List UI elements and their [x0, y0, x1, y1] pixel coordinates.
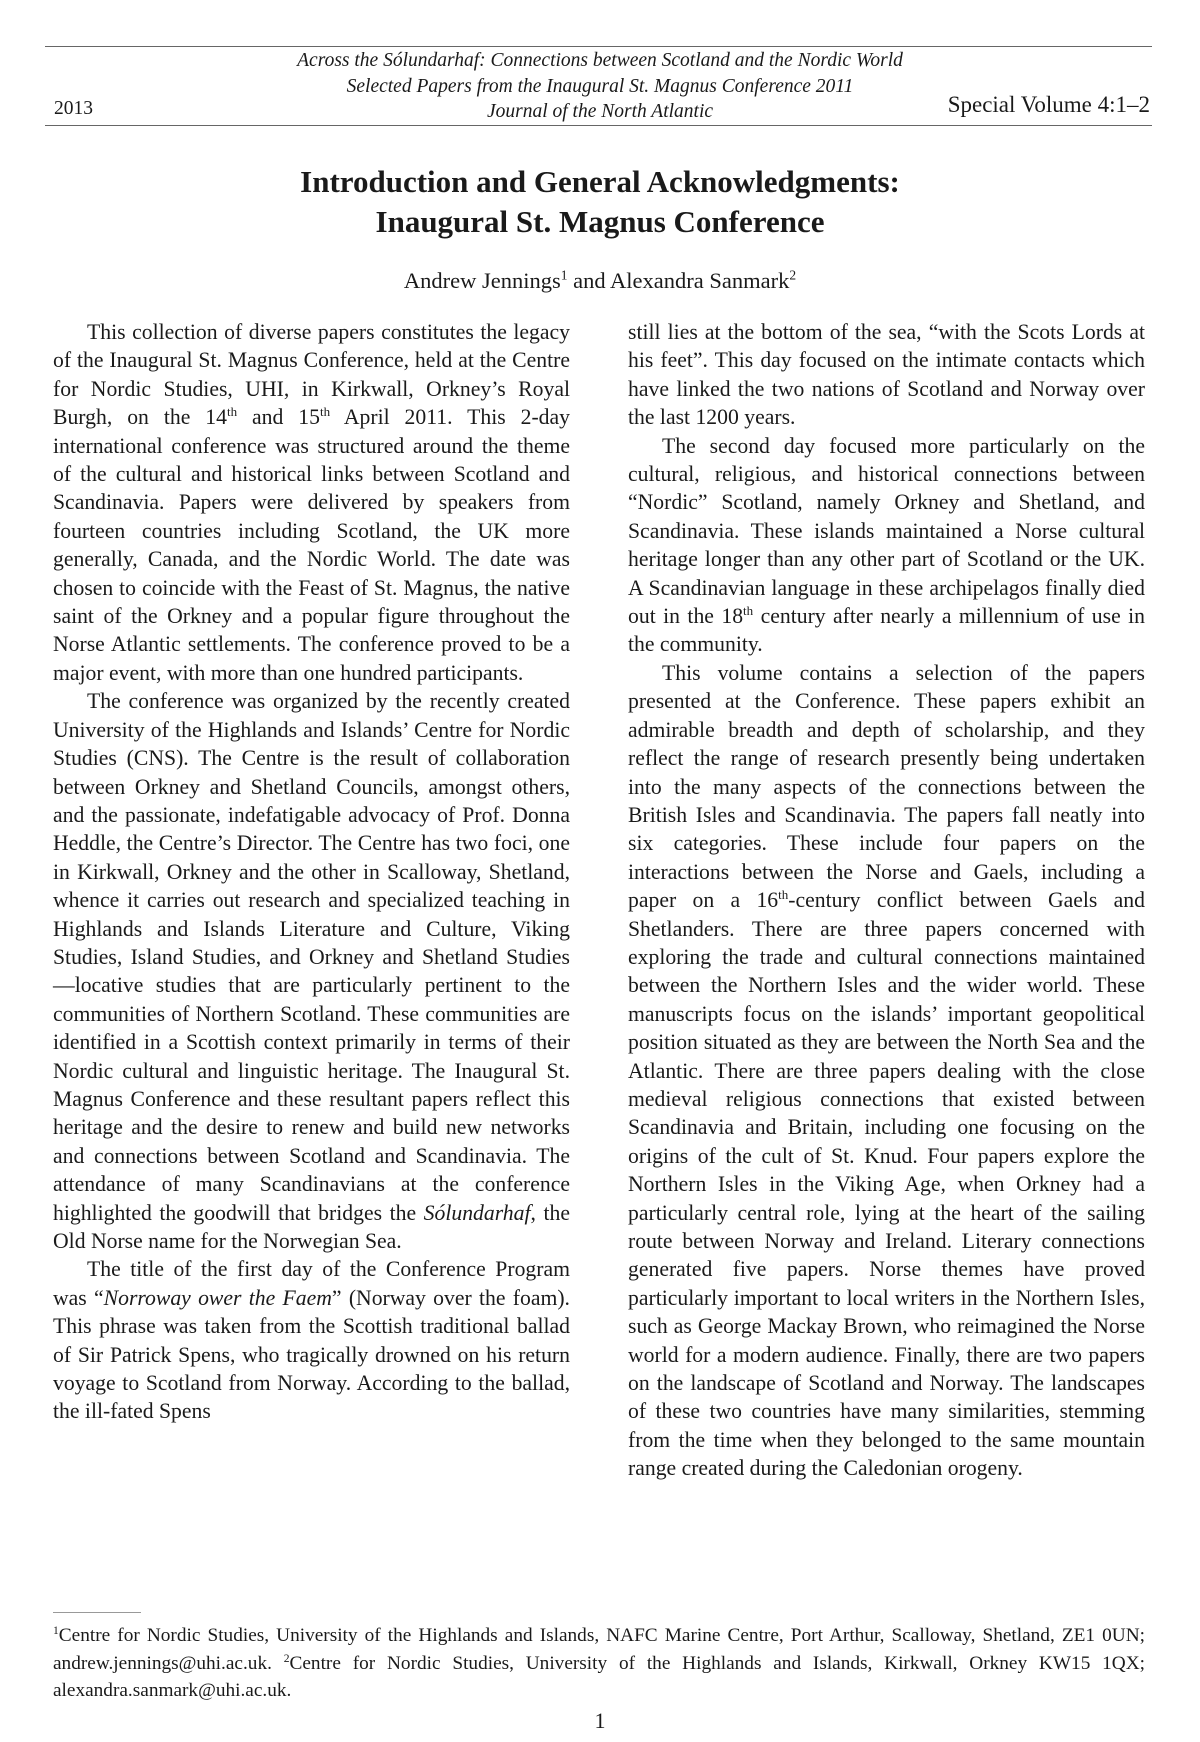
body-paragraph-continued: still lies at the bottom of the sea, “with the Scots Lords at his feet”. This day focused on the intimate contacts which have linked the two nations of Scotland and Norway over the last 1200 years.: [628, 320, 1145, 430]
text-run: , the Old Norse name for the Norwegian Sea.: [53, 1200, 570, 1253]
footnote-mark: 1: [53, 1623, 59, 1637]
italic-term: Sólundarhaf: [423, 1200, 531, 1225]
author-affiliation-mark: 2: [789, 267, 797, 283]
body-column-right: [628, 318, 1145, 1483]
footnote-text: Centre for Nordic Studies, University of the Highlands and Islands, Kirkwall, Orkney KW15 1QX; alexandra.sanmark@uhi.ac.uk.: [53, 1652, 1145, 1701]
article-title: [0, 162, 1200, 242]
text-run: ” (Norway over the foam). This phrase was taken from the Scottish traditional ballad of Sir Patrick Spens, who tragically drowned on his return voyage to Scotland from Norway. According to the ballad, the ill-fated Spens: [53, 1285, 570, 1424]
footnotes: [53, 1622, 1145, 1705]
ordinal-suffix: th: [226, 404, 238, 420]
running-header: [200, 48, 1000, 125]
text-run: -century conflict between Gaels and Shetlanders. There are three papers concerned with exploring the trade and cultural connections maintained between the Northern Isles and the wider world. These manuscripts focus on the islands’ important geopolitical position situated as they are between the North Sea and the Atlantic. There are three papers dealing with the close medieval religious connections that existed between Scandinavia and Britain, including one focusing on the origins of the cult of St. Knud. Four papers explore the Northern Isles in the Viking Age, when Orkney had a particularly central role, lying at the heart of the sailing route between Norway and Ireland. Literary connections generated five papers. Norse themes have proved particularly important to local writers in the Northern Isles, such as George Mackay Brown, who reimagined the Norse world for a modern audience. Finally, there are two papers on the landscape of Scotland and Norway. The landscapes of these two countries have many similarities, stemming from the time when they belonged to the same mountain range created during the Caledonian orogeny.: [628, 888, 1145, 1481]
text-run: century after nearly a millennium of use in the community.: [628, 604, 1145, 657]
author-affiliation-mark: 1: [560, 267, 568, 283]
body-paragraph: [53, 1255, 570, 1425]
body-paragraph: [628, 659, 1145, 1483]
article-title-line-2: Inaugural St. Magnus Conference: [375, 204, 825, 239]
ordinal-suffix: th: [743, 603, 754, 618]
body-paragraph: [628, 432, 1145, 659]
header-bottom-rule: [45, 125, 1152, 126]
text-run: This volume contains a selection of the papers presented at the Conference. These papers exhibit an admirable breadth and depth of scholarship, and they reflect the range of research presently being undertaken into the many aspects of the connections between the British Isles and Scandinavia. The papers fall neatly into six categories. These include four papers on the interactions between the Norse and Gaels, including a paper on a 16: [628, 660, 1145, 913]
ordinal-suffix: th: [319, 404, 331, 420]
author-connector: and: [567, 268, 611, 293]
header-conference-title: Selected Papers from the Inaugural St. Magnus Conference 2011: [346, 75, 854, 97]
text-run: The conference was organized by the recently created University of the Highlands and Islands’ Centre for Nordic Studies (CNS). The Centre is the result of collaboration between Orkney and Shetland Councils, amongst others, and the passionate, indefatigable advocacy of Prof. Donna Heddle, the Centre’s Director. The Centre has two foci, one in Kirkwall, Orkney and the other in Scalloway, Shetland, whence it carries out research and specialized teaching in Highlands and Islands Literature and Culture, Viking Studies, Island Studies, and Orkney and Shetland Studies—locative studies that are particularly pertinent to the communities of Northern Scotland. These communities are identified in a Scottish context primarily in terms of their Nordic cultural and linguistic heritage. The Inaugural St. Magnus Conference and these resultant papers reflect this heritage and the desire to renew and build new networks and connections between Scotland and Scandinavia. The attendance of many Scandinavians at the conference highlighted the goodwill that bridges the: [53, 689, 570, 1225]
author-name: Alexandra Sanmark: [610, 268, 790, 293]
body-column-left: [53, 318, 570, 1426]
header-journal-name: Journal of the North Atlantic: [486, 101, 714, 122]
header-volume-title: Across the Sólundarhaf: Connections between Scotland and the Nordic World: [297, 50, 903, 71]
text-run: April 2011. This 2-day international conference was structured around the theme of the cultural and historical links between Scotland and Scandinavia. Papers were delivered by speakers from fourteen countries including Scotland, the UK more generally, Canada, and the Nordic World. The date was chosen to coincide with the Feast of St. Magnus, the native saint of the Orkney and a popular figure throughout the Norse Atlantic settlements. The conference proved to be a major event, with more than one hundred participants.: [53, 405, 570, 685]
body-paragraph: [53, 318, 570, 687]
page-number: 1: [594, 1708, 606, 1733]
italic-title: Norroway ower the Faem: [103, 1285, 332, 1310]
author-list: [0, 268, 1200, 294]
text-run: This collection of diverse papers constitutes the legacy of the Inaugural St. Magnus Conference, held at the Centre for Nordic Studies, UHI, in Kirkwall, Orkney’s Royal Burgh, on the 14: [53, 320, 570, 430]
footnote-separator: [53, 1612, 141, 1613]
text-run: and 15: [237, 405, 320, 430]
header-top-rule: [45, 46, 1152, 47]
article-title-line-1: Introduction and General Acknowledgments:: [300, 164, 900, 199]
text-run: The title of the first day of the Conference Program was “: [53, 1257, 570, 1310]
header-year: 2013: [54, 98, 93, 119]
footnote-mark: 2: [283, 1651, 290, 1665]
author-name: Andrew Jennings: [403, 268, 561, 293]
text-run: The second day focused more particularly on the cultural, religious, and historical connections between “Nordic” Scotland, namely Orkney and Shetland, and Scandinavia. These islands maintained a Norse cultural heritage longer than any other part of Scotland or the UK. A Scandinavian language in these archipelagos finally died out in the 18: [628, 433, 1145, 629]
footnote-text: Centre for Nordic Studies, University of the Highlands and Islands, NAFC Marine Centre, Port Arthur, Scalloway, Shetland, ZE1 0UN; andrew.jennings@uhi.ac.uk.: [53, 1625, 1145, 1674]
body-paragraph: [53, 687, 570, 1255]
ordinal-suffix: th: [778, 887, 789, 903]
header-volume: Special Volume 4:1–2: [947, 92, 1150, 117]
